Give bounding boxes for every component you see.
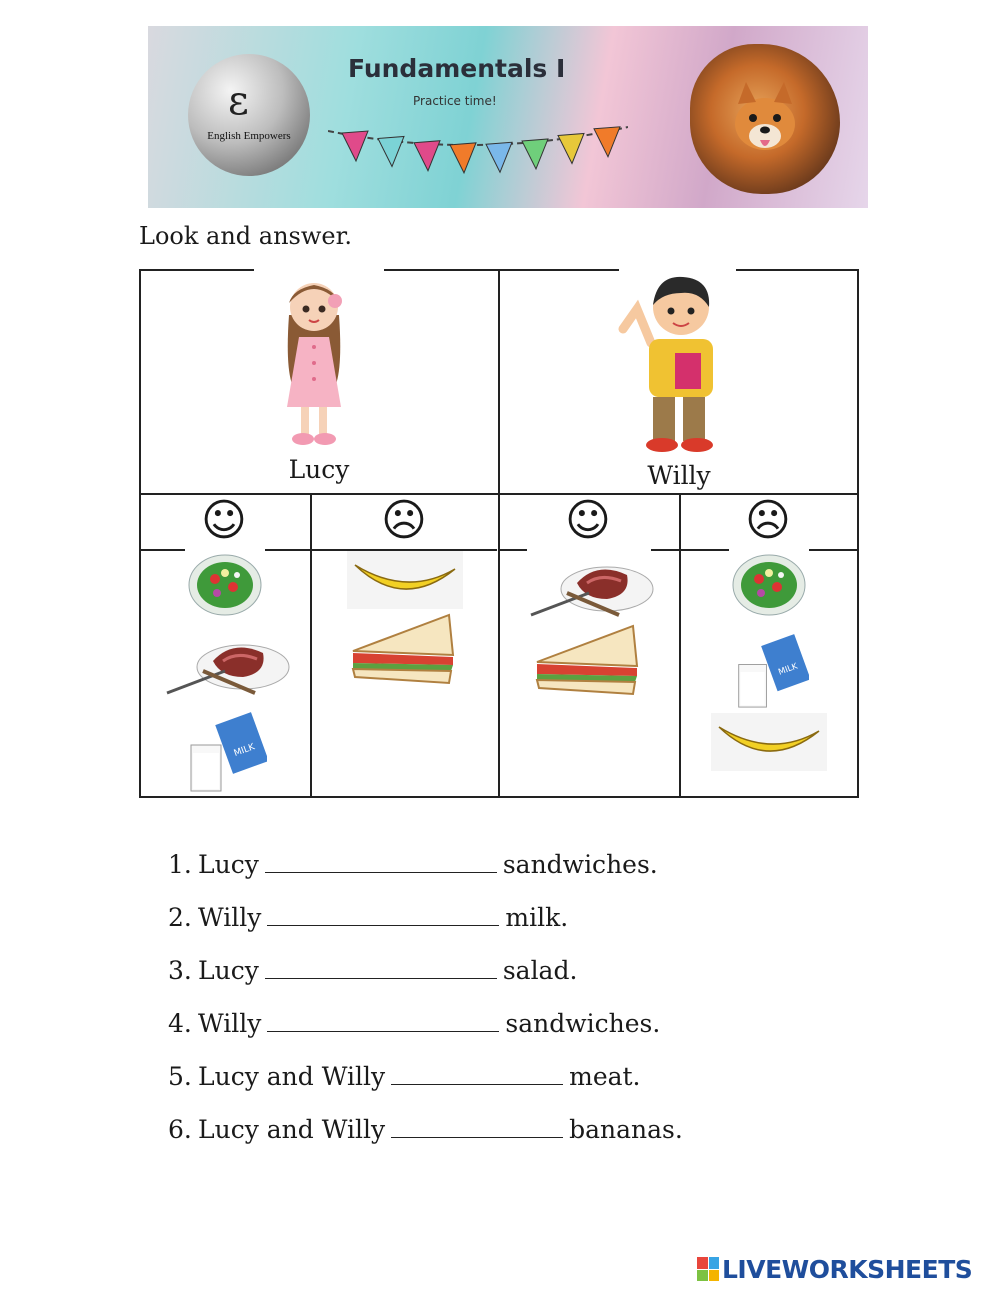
- logo-square: [709, 1257, 720, 1269]
- milk-icon: [187, 709, 267, 795]
- question-4: [168, 1009, 660, 1038]
- frowning-face-icon: ☹: [745, 495, 791, 546]
- question-5: [168, 1062, 641, 1091]
- character-name-willy: Willy: [647, 461, 711, 490]
- liveworksheets-footer[interactable]: [697, 1254, 972, 1284]
- page-subtitle: Practice time!: [413, 94, 497, 108]
- column-divider-right: [679, 493, 681, 797]
- milk-label: MILK: [776, 660, 799, 677]
- girl-icon: [269, 275, 359, 451]
- bunting-flag: [342, 131, 368, 161]
- brand-name: English Empowers: [207, 130, 291, 142]
- frowning-face-icon: ☹: [381, 495, 427, 546]
- question-3: [168, 956, 577, 985]
- question-number: 5.: [168, 1062, 192, 1091]
- question-number: 4.: [168, 1009, 192, 1038]
- column-divider-left: [310, 493, 312, 797]
- liveworksheets-logo-icon: [697, 1257, 719, 1281]
- logo-square: [697, 1257, 708, 1269]
- row-divider-faces-5: [809, 549, 859, 551]
- milk-label: MILK: [232, 742, 257, 759]
- table-border-top-right-b: [736, 269, 859, 271]
- page-title: Fundamentals I: [348, 54, 566, 83]
- sandwich-icon: [349, 611, 461, 691]
- bunting-flag: [414, 141, 440, 171]
- question-1: [168, 850, 658, 879]
- question-object: sandwiches.: [505, 1009, 661, 1038]
- milk-icon: [735, 631, 809, 711]
- salad-icon: [187, 553, 263, 617]
- question-object: milk.: [505, 903, 569, 932]
- row-divider-faces-3: [499, 549, 527, 551]
- logo-square: [709, 1270, 720, 1282]
- question-subject: Willy: [198, 1009, 262, 1038]
- bunting-flag: [558, 133, 584, 163]
- answer-blank[interactable]: [267, 1011, 499, 1032]
- banana-icon: [711, 711, 827, 773]
- question-subject: Willy: [198, 903, 262, 932]
- globe-logo: [188, 54, 310, 176]
- fox-photo: [690, 44, 840, 194]
- question-number: 3.: [168, 956, 192, 985]
- question-number: 6.: [168, 1115, 192, 1144]
- question-subject: Lucy: [198, 850, 259, 879]
- question-6: [168, 1115, 683, 1144]
- character-name-lucy: Lucy: [288, 455, 350, 484]
- meat-icon: [527, 553, 655, 623]
- answer-blank[interactable]: [265, 958, 497, 979]
- table-border-top-left-b: [384, 269, 499, 271]
- row-divider-faces-1: [139, 549, 185, 551]
- question-subject: Lucy and Willy: [198, 1062, 386, 1091]
- table-border-top-left-a: [139, 269, 254, 271]
- bunting-flag: [486, 142, 512, 172]
- header-banner: [148, 26, 868, 208]
- meat-icon: [163, 631, 291, 701]
- sandwich-icon: [533, 621, 645, 703]
- row-divider-faces-4: [651, 549, 729, 551]
- brand-monogram: ɛ: [228, 78, 249, 124]
- answer-blank[interactable]: [267, 905, 499, 926]
- bunting-flag: [450, 143, 476, 173]
- bunting-flag: [522, 139, 548, 169]
- smiley-face-icon: ☺: [565, 495, 611, 546]
- bunting-flag: [378, 136, 404, 166]
- instruction-text: Look and answer.: [139, 222, 353, 250]
- boy-icon: [617, 269, 739, 459]
- question-subject: Lucy and Willy: [198, 1115, 386, 1144]
- food-preference-table: [139, 269, 859, 797]
- table-border-top-right-a: [499, 269, 619, 271]
- question-object: sandwiches.: [502, 850, 658, 879]
- logo-square: [697, 1270, 708, 1282]
- banana-icon: [347, 551, 463, 609]
- answer-blank[interactable]: [265, 852, 497, 873]
- question-subject: Lucy: [198, 956, 259, 985]
- bunting-flag: [594, 127, 620, 157]
- table-border-right: [857, 269, 859, 797]
- question-number: 1.: [168, 850, 192, 879]
- liveworksheets-wordmark: LIVEWORKSHEETS: [722, 1254, 973, 1284]
- column-divider-middle: [498, 269, 500, 797]
- fox-face-icon: [720, 74, 810, 164]
- question-number: 2.: [168, 903, 192, 932]
- bunting-decoration: [328, 121, 628, 191]
- salad-icon: [731, 553, 807, 617]
- question-2: [168, 903, 568, 932]
- answer-blank[interactable]: [391, 1117, 563, 1138]
- question-object: bananas.: [569, 1115, 683, 1144]
- question-object: meat.: [569, 1062, 641, 1091]
- table-border-left: [139, 269, 141, 797]
- smiley-face-icon: ☺: [201, 495, 247, 546]
- question-object: salad.: [502, 956, 578, 985]
- answer-blank[interactable]: [391, 1064, 563, 1085]
